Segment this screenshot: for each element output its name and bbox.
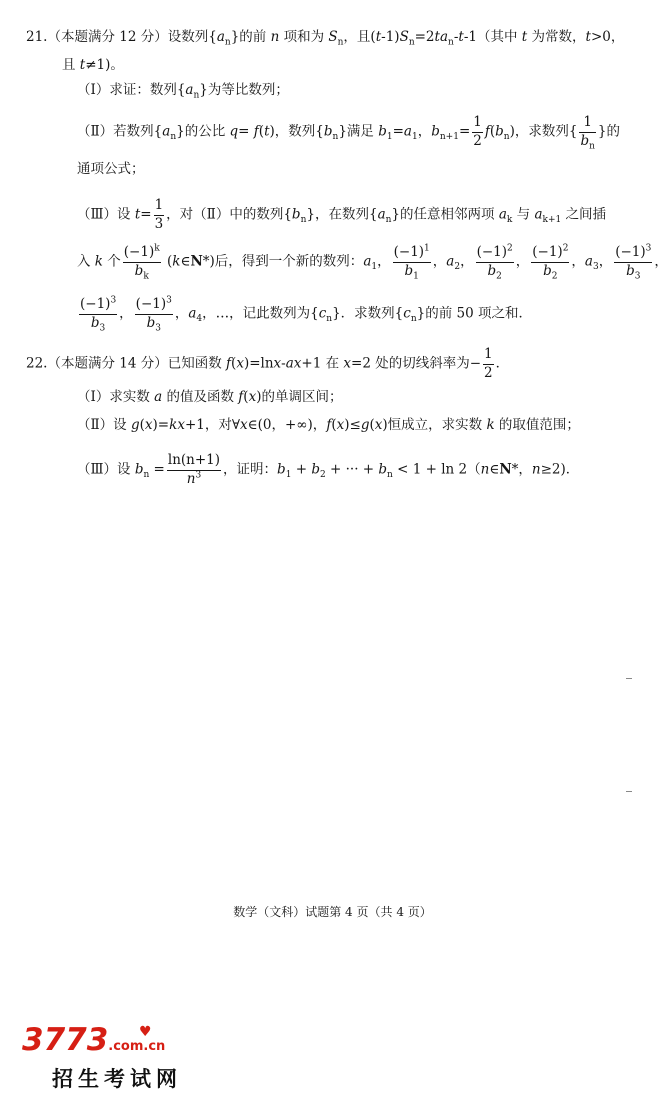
q21-part3: （Ⅲ）设 t= $\frac{1}{3}$ ，对（Ⅱ）中的数列$\{b_n\}$，在数列$\{a_n\}$的任意相邻两项 $a_k$ 与 $a_{k+1}$ 之间插 xyxy=(77,197,607,232)
q21-part1: （Ⅰ）求证：数列$\{a_n\}$为等比数列； xyxy=(77,82,289,101)
logo-subtitle: 招生考试网 xyxy=(52,1067,182,1091)
q21-part2: （Ⅱ）若数列$\{a_n\}$的公比 q= f(t)，数列$\{b_n\}$满足 $b_1=a_1$，$b_{n+1}=$ $\frac{1}{2}$ $f(b_n)$，求数列{ $\frac{1}{b_n}$ }的 xyxy=(77,114,620,152)
q22-part3: （Ⅲ）设 $b_n$ = $\frac{\ln(n+1)}{n^3}$ ，证明：$b_1 + b_2$ + ··· + $b_n < 1 + \ln$ 2（n∈N*，n≥2)． xyxy=(77,452,580,487)
term-fraction: $\frac{(-1)^1}{b_1}$ xyxy=(393,243,430,282)
reciprocal-fraction: $\frac{1}{b_n}$ xyxy=(580,114,595,152)
third-fraction: $\frac{1}{3}$ xyxy=(154,197,164,232)
half-fraction: $\frac{1}{2}$ xyxy=(484,346,493,381)
logo-wordmark: 3773.com.cn xyxy=(22,1022,166,1058)
q21-line2: 且 t≠1)。 xyxy=(62,57,124,73)
q21-last: $\frac{(-1)^3}{b_3}$ ， $\frac{(-1)^3}{b_3}$ ，$a_4$，…，记此数列为$\{c_n\}$．求数列$\{c_n\}$的前 50 项之和． xyxy=(80,295,532,334)
inserted-term-fraction: $\frac{(-1)^k}{b_k}$ xyxy=(123,243,160,282)
term-fraction: $\frac{(-1)^2}{b_2}$ xyxy=(532,243,569,282)
q22-line1: 22.（本题满分 14 分）已知函数 f(x)=lnx-ax+1 在 x=2 处的切线斜率为− $\frac{1}{2}$ ． xyxy=(26,346,510,381)
page-footer: 数学（文科）试题第 4 页（共 4 页） xyxy=(233,905,432,919)
heart-icon: ♥ xyxy=(139,1024,152,1040)
q22-part2: （Ⅱ）设 g(x)=kx+1，对∀x∈(0，+∞)，f(x)≤g(x)恒成立，求实数 k 的取值范围； xyxy=(77,417,580,433)
bn-fraction: $\frac{\ln(n+1)}{n^3}$ xyxy=(167,452,221,487)
term-fraction: $\frac{(-1)^3}{b_3}$ xyxy=(80,295,117,334)
scan-mark xyxy=(626,791,632,792)
q21-insert: 入 k 个 $\frac{(-1)^k}{b_k}$ (k∈N*)后，得到一个新的数列：$a_1$， $\frac{(-1)^1}{b_1}$ ，$a_2$， $\frac{(-1)^2}{b_2}$ ， $\frac{(-1)^2}{b_2}$ ，$a_3$， $\frac{(-1)^3}{b_3}$ ， xyxy=(77,243,668,282)
term-fraction: $\frac{(-1)^3}{b_3}$ xyxy=(615,243,652,282)
scan-mark xyxy=(626,678,632,679)
q21-part2-cont: 通项公式； xyxy=(77,161,145,177)
term-fraction: $\frac{(-1)^2}{b_2}$ xyxy=(476,243,513,282)
q22-part1: （Ⅰ）求实数 a 的值及函数 f(x)的单调区间； xyxy=(77,389,343,405)
term-fraction: $\frac{(-1)^3}{b_3}$ xyxy=(135,295,172,334)
q21-line1: 21.（本题满分 12 分）设数列$\{a_n\}$的前 n 项和为 $S_n$，且$(t-1)S_n=2ta_n-t-1$（其中 t 为常数，t>0， xyxy=(26,29,625,48)
half-fraction: $\frac{1}{2}$ xyxy=(473,114,482,149)
